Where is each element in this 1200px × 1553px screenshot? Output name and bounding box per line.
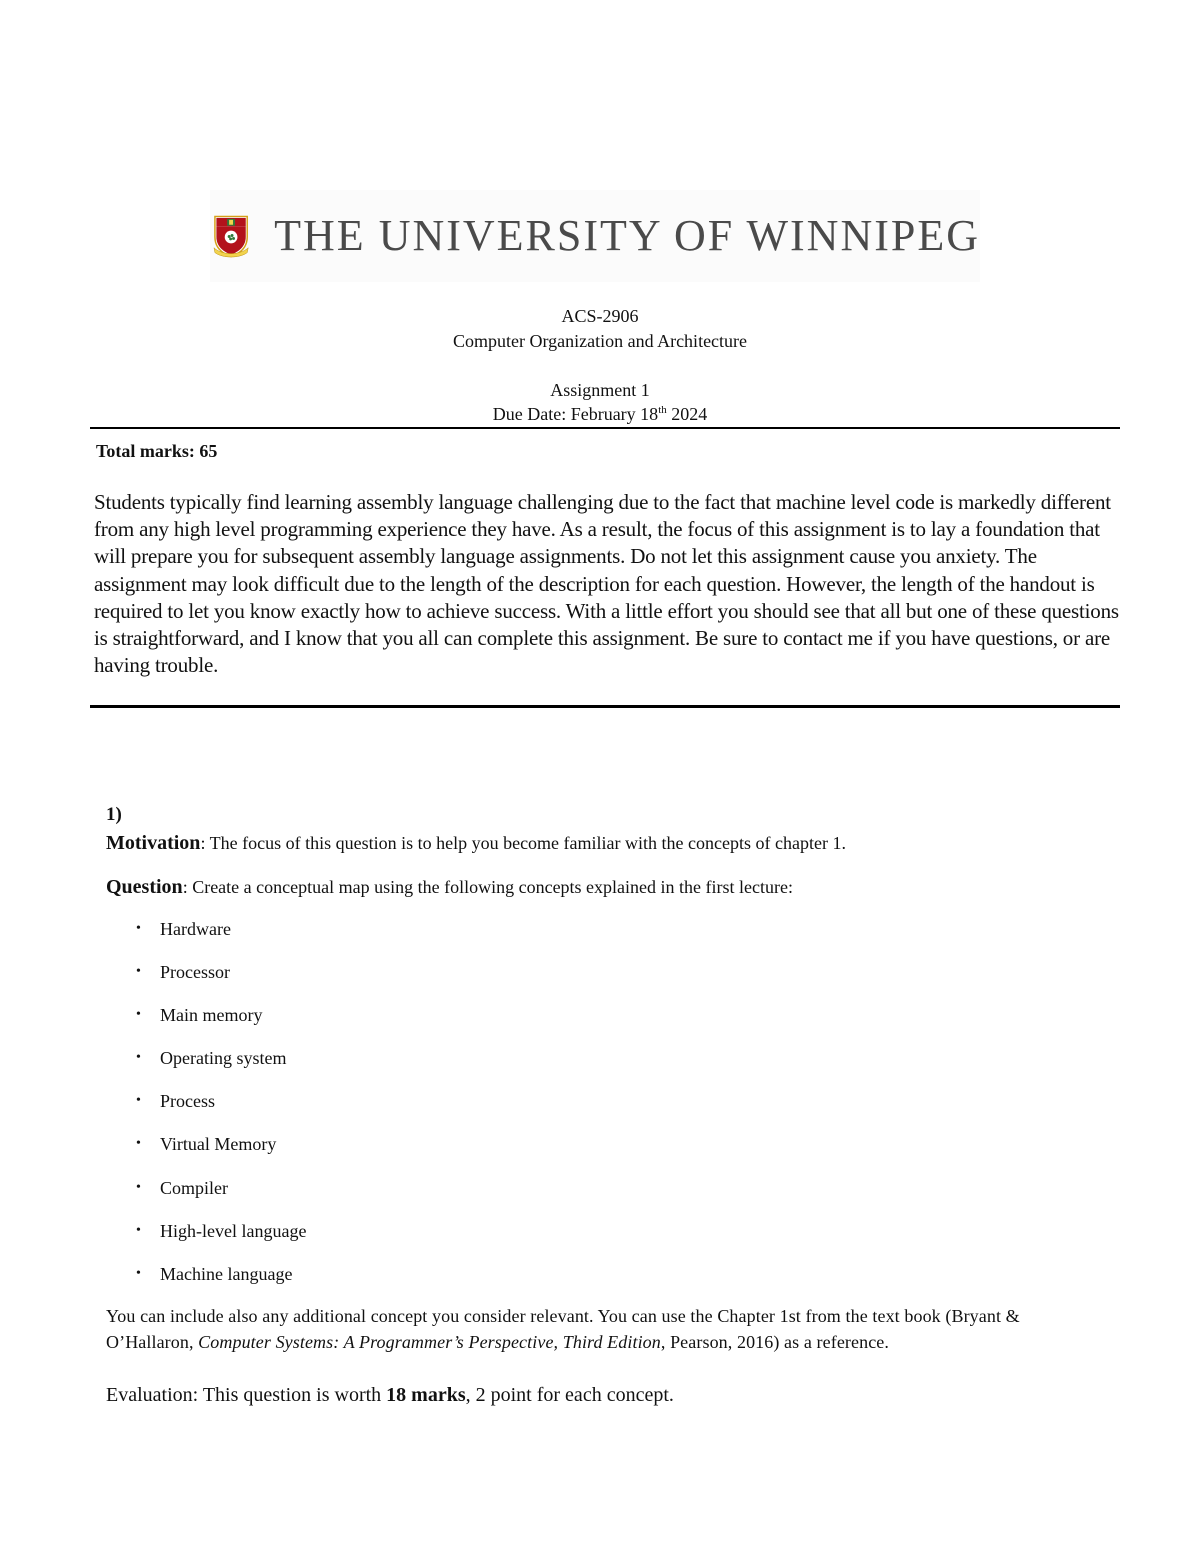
top-divider: [90, 427, 1120, 429]
university-wordmark: THE UNIVERSITY OF WINNIPEG: [274, 211, 980, 260]
assignment-title: Assignment 1: [550, 380, 650, 400]
reference-paragraph: [106, 1304, 1106, 1355]
question-number: 1): [106, 804, 122, 825]
bullet-icon: •: [136, 921, 141, 936]
concept-label: Processor: [160, 962, 230, 983]
university-logo: [210, 190, 980, 282]
bullet-icon: •: [136, 1179, 141, 1195]
due-date-prefix: Due Date: February 18: [492, 404, 659, 424]
concept-label: Process: [160, 1091, 215, 1112]
concept-label: Hardware: [160, 919, 231, 939]
concept-label: Compiler: [160, 1177, 228, 1198]
concept-label: High-level language: [160, 1220, 307, 1241]
evaluation-marks: 18 marks: [386, 1384, 466, 1406]
concept-label: Operating system: [160, 1048, 287, 1069]
bullet-icon: •: [136, 1136, 141, 1152]
question-label: Question: [106, 876, 183, 898]
motivation-label: Motivation: [106, 832, 201, 854]
due-date-year: 2024: [666, 404, 708, 424]
course-code: ACS-2906: [561, 306, 639, 326]
concept-label: Virtual Memory: [160, 1134, 277, 1155]
evaluation-paragraph: [106, 1383, 674, 1407]
intro-paragraph: Students typically find learning assembly language challenging due to the fact that machine level code is markedly different from any high level programming experience they have. As a result, the focus of this assignment is to lay a foundation that will prepare you for subsequent assembly language assignments. Do not let this assignment cause you anxiety. The assignment may look difficult due to the length of the description for each question. However, the length of the handout is required to let you know exactly how to achieve success. With a little effort you should see that all but one of these questions is straightforward, and I know that you all can complete this assignment. Be sure to contact me if you have questions, or are having trouble.: [94, 490, 1119, 678]
list-item: [136, 1046, 306, 1089]
university-crest-icon: [212, 190, 250, 282]
bullet-icon: •: [136, 1222, 141, 1238]
bullet-icon: •: [136, 1093, 141, 1109]
list-item: [136, 917, 306, 960]
question-text: : Create a conceptual map using the following concepts explained in the first lecture:: [182, 877, 793, 897]
bullet-icon: •: [136, 1007, 141, 1023]
list-item: [136, 1003, 306, 1046]
list-item: [136, 960, 306, 1003]
list-item: [136, 1089, 306, 1132]
bullet-icon: •: [136, 964, 141, 980]
reference-text-after: , Pearson, 2016) as a reference.: [660, 1331, 889, 1352]
total-marks: Total marks: 65: [96, 441, 218, 461]
due-date: [0, 403, 1200, 425]
bullet-icon: •: [136, 1265, 141, 1281]
concept-label: Main memory: [160, 1005, 263, 1026]
list-item: [136, 1176, 306, 1219]
list-item: [136, 1219, 306, 1262]
bullet-icon: •: [136, 1050, 141, 1066]
motivation-paragraph: [106, 831, 846, 855]
bottom-divider: [90, 705, 1120, 708]
course-name: Computer Organization and Architecture: [452, 331, 748, 351]
concept-list: [136, 917, 306, 1305]
due-date-suffix: th: [658, 404, 667, 416]
evaluation-text-after: , 2 point for each concept.: [465, 1384, 674, 1406]
concept-label: Machine language: [160, 1263, 293, 1284]
reference-text-before: You can include also any additional concept you consider relevant. You can use the Chapter 1st from the text book (Bryant & O’Hallaron,: [106, 1306, 1020, 1352]
list-item: [136, 1262, 306, 1305]
list-item: [136, 1132, 306, 1175]
reference-book-title: Computer Systems: A Programmer’s Perspective, Third Edition: [198, 1331, 661, 1352]
motivation-text: : The focus of this question is to help you become familiar with the concepts of chapter 1.: [200, 833, 846, 853]
evaluation-text-before: Evaluation: This question is worth: [106, 1384, 387, 1406]
question-paragraph: [106, 875, 793, 899]
